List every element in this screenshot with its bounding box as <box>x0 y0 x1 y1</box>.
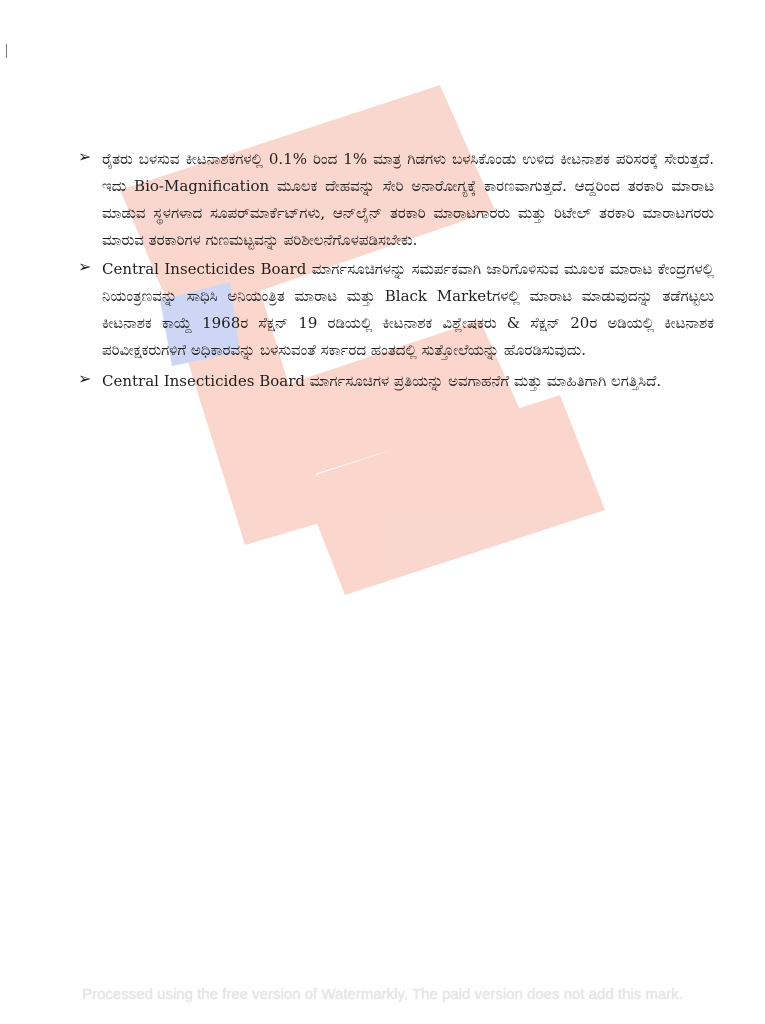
paragraph-text: Central Insecticides Board ಮಾರ್ಗಸೂಚಿಗಳನ್ನು ಸಮರ್ಪಕವಾಗಿ ಜಾರಿಗೊಳಿಸುವ ಮೂಲಕ ಮಾರಾಟ ಕೇಂದ್ರಗಳಲ್ಲಿ ನಿಯಂತ್ರಣವನ್ನು ಸಾಧಿಸಿ ಅನಿಯಂತ್ರಿತ ಮಾರಾಟ ಮತ್ತು Black Marketಗಳಲ್ಲಿ ಮಾರಾಟ ಮಾಡುವುದನ್ನು ತಡೆಗಟ್ಟಲು ಕೀಟನಾಶಕ ಕಾಯ್ದೆ 1968ರ ಸೆಕ್ಷನ್ 19 ರಡಿಯಲ್ಲಿ ಕೀಟನಾಶಕ ವಿಶ್ಲೇಷಕರು & ಸೆಕ್ಷನ್ 20ರ ಅಡಿಯಲ್ಲಿ ಕೀಟನಾಶಕ ಪರಿವೀಕ್ಷಕರುಗಳಿಗೆ ಅಧಿಕಾರವನ್ನು ಬಳಸುವಂತೆ ಸರ್ಕಾರದ ಹಂತದಲ್ಲಿ ಸುತ್ತೋಲೆಯನ್ನು ಹೊರಡಿಸುವುದು. <box>102 260 714 359</box>
scan-mark <box>6 44 10 58</box>
arrow-bullet-icon: ➢ <box>78 147 92 166</box>
list-item <box>78 256 714 364</box>
list-item <box>78 146 714 254</box>
paragraph-text: ರೈತರು ಬಳಸುವ ಕೀಟನಾಶಕಗಳಲ್ಲಿ 0.1% ರಿಂದ 1% ಮಾತ್ರ ಗಿಡಗಳು ಬಳಸಿಕೊಂಡು ಉಳಿದ ಕೀಟನಾಶಕ ಪರಿಸರಕ್ಕೆ ಸೇರುತ್ತದೆ. ಇದು Bio-Magnification ಮೂಲಕ ದೇಹವನ್ನು ಸೇರಿ ಅನಾರೋಗ್ಯಕ್ಕೆ ಕಾರಣವಾಗುತ್ತದೆ. ಆದ್ದರಿಂದ ತರಕಾರಿ ಮಾರಾಟ ಮಾಡುವ ಸ್ಥಳಗಳಾದ ಸೂಪರ್‌ಮಾರ್ಕೆಟ್‌ಗಳು, ಆನ್‌ಲೈನ್ ತರಕಾರಿ ಮಾರಾಟಗಾರರು ಮತ್ತು ರಿಟೇಲ್ ತರಕಾರಿ ಮಾರಾಟಗರರು ಮಾರುವ ತರಕಾರಿಗಳ ಗುಣಮಟ್ಟವನ್ನು ಪರಿಶೀಲನೆಗೊಳಪಡಿಸಬೇಕು. <box>102 150 714 249</box>
watermark-footer-text: Processed using the free version of Watermarkly. The paid version does not add this mark. <box>82 986 683 1003</box>
paragraph-text: Central Insecticides Board ಮಾರ್ಗಸೂಚಿಗಳ ಪ್ರತಿಯನ್ನು ಅವಗಾಹನೆಗೆ ಮತ್ತು ಮಾಹಿತಿಗಾಗಿ ಲಗತ್ತಿಸಿದೆ. <box>102 372 662 390</box>
arrow-bullet-icon: ➢ <box>78 257 92 276</box>
list-item <box>78 368 714 395</box>
bullet-list <box>78 146 714 405</box>
arrow-bullet-icon: ➢ <box>78 369 92 388</box>
